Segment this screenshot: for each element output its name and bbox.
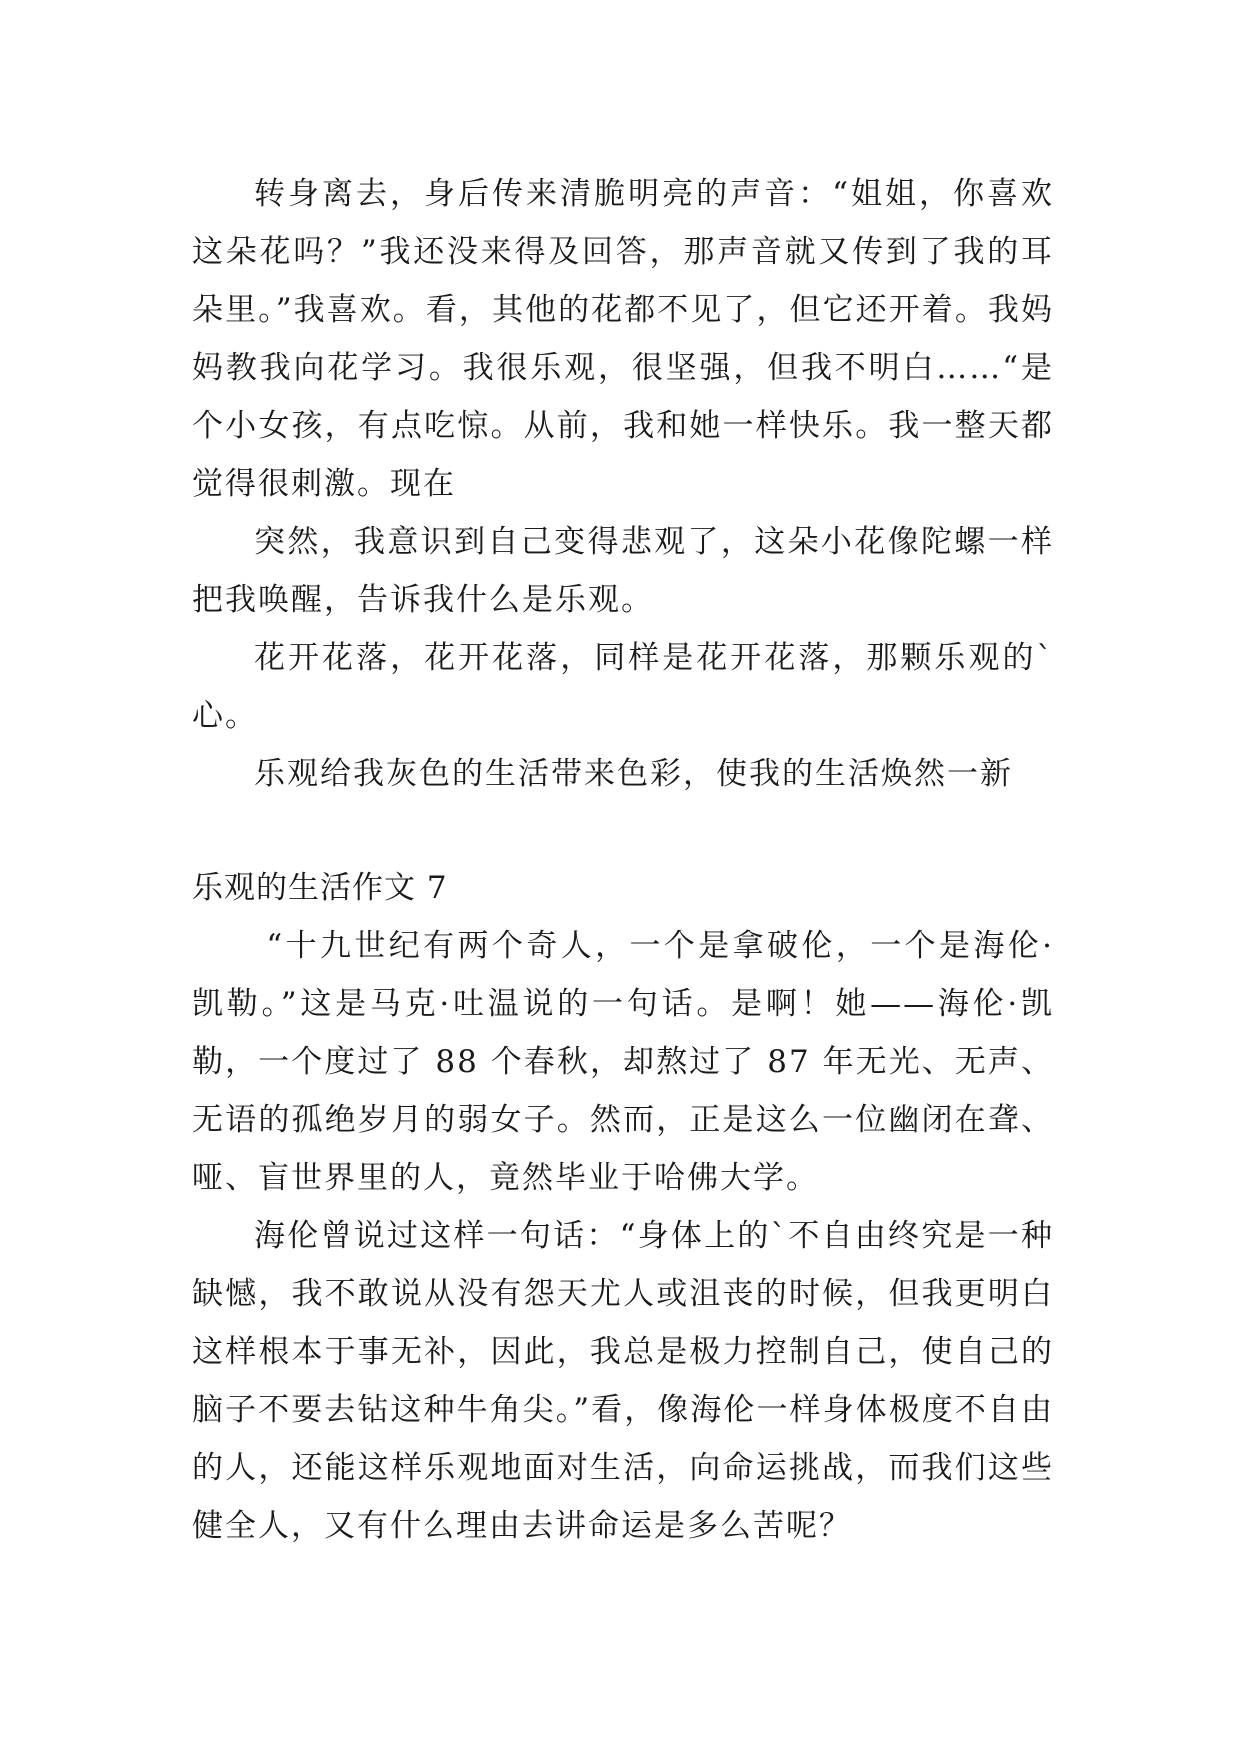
paragraph-helen-keller-intro: “十九世纪有两个奇人，一个是拿破伦，一个是海伦·凯勒。”这是马克·吐温说的一句话。是啊！她——海伦·凯勒，一个度过了 88 个春秋，却熬过了 87 年无光、无声、无语的孤绝岁月的弱女子。然而，正是这么一位幽闭在聋、哑、盲世界里的人，竟然毕业于哈佛大学。	[192, 928, 1054, 1196]
essay-title: 乐观的生活作文 7	[192, 870, 448, 906]
paragraph-flower-voice: 转身离去，身后传来清脆明亮的声音：“姐姐，你喜欢这朵花吗？”我还没来得及回答，那声音就又传到了我的耳朵里。”我喜欢。看，其他的花都不见了，但它还开着。我妈妈教我向花学习。我很乐观，很坚强，但我不明白……“是个小女孩，有点吃惊。从前，我和她一样快乐。我一整天都觉得很刺激。现在	[192, 176, 1054, 502]
paragraph-optimism-color: 乐观给我灰色的生活带来色彩，使我的生活焕然一新	[254, 756, 1013, 792]
paragraph-helen-keller-quote: 海伦曾说过这样一句话：“身体上的`不自由终究是一种缺憾，我不敢说从没有怨天尤人或沮丧的时候，但我更明白这样根本于事无补，因此，我总是极力控制自己，使自己的脑子不要去钻这种牛角尖。”看，像海伦一样身体极度不自由的人，还能这样乐观地面对生活，向命运挑战，而我们这些健全人，又有什么理由去讲命运是多么苦呢？	[192, 1218, 1054, 1544]
document-body	[192, 165, 1054, 1555]
paragraph-realization: 突然，我意识到自己变得悲观了，这朵小花像陀螺一样把我唤醒，告诉我什么是乐观。	[192, 524, 1054, 618]
paragraph-flowers-bloom: 花开花落，花开花落，同样是花开花落，那颗乐观的`心。	[192, 640, 1054, 734]
